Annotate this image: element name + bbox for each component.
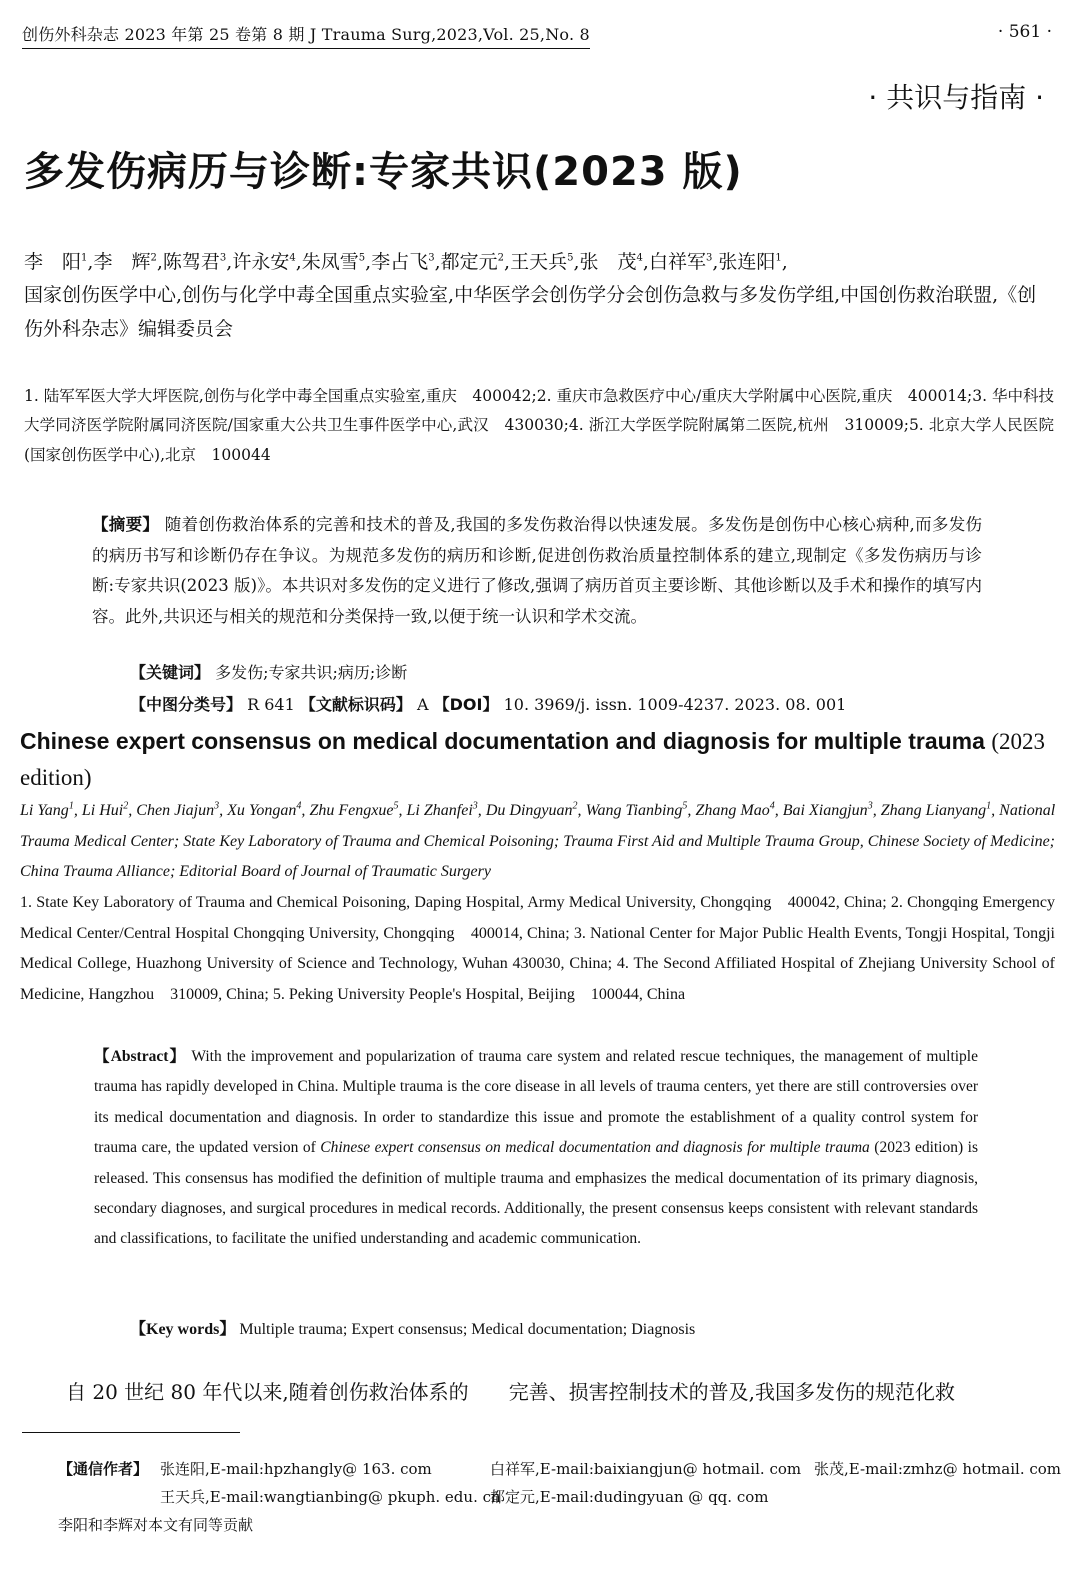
author-name: Zhang Mao [695, 802, 770, 819]
clc-value: R 641 [247, 695, 295, 714]
body-first-line [66, 1376, 955, 1405]
title-english-edition: (2023 edition) [20, 729, 1045, 790]
author-name: Chen Jiajun [136, 802, 215, 819]
author-affiliation-mark: 1 [775, 252, 782, 264]
doc-code-value: A [416, 695, 429, 714]
author-name: Li Zhanfei [406, 802, 473, 819]
affiliations-english: 1. State Key Laboratory of Trauma and Chemical Poisoning, Daping Hospital, Army Medical University, Chongqing 400042, China; 2. Chongqing Emergency Medical Center/Central Hospital Chongqing University, Chongqing 400014, China; 3. National Center for Major Public Health Events, Tongji Hospital, Tongji Medical College, Huazhong University of Science and Technology, Wuhan 430030, China; 4. The Second Affiliated Hospital of Zhejiang University School of Medicine, Hangzhou 310009, China; 5. Peking University People's Hospital, Beijing 100044, China [20, 894, 1055, 1004]
doi-value: 10. 3969/j. issn. 1009-4237. 2023. 08. 001 [503, 695, 847, 714]
author-affiliation-mark: 3 [428, 252, 435, 264]
author-affiliation-mark: 5 [358, 252, 366, 264]
title-english-main: Chinese expert consensus on medical documentation and diagnosis for multiple trauma [20, 728, 985, 754]
corresponding-author-2: 白祥军,E-mail:baixiangjun@ hotmail. com [490, 1460, 802, 1478]
doc-code-label: 【文献标识码】 [299, 695, 412, 714]
author-name: Zhang Lianyang [880, 802, 987, 819]
keywords-label-en: 【Key words】 [130, 1321, 236, 1338]
author-name: 张连阳 [718, 251, 776, 273]
author-name: Xu Yongan [227, 802, 297, 819]
author-list-cn: 李 阳$^1$,李 辉$^2$,陈驾君$^3$,许永安$^4$,朱凤雪$^5$,李占飞$^3$,都定元$^2$,王天兵$^5$,张 茂$^4$,白祥军$^3$,张连阳$^1$, [24, 251, 788, 273]
author-name: 许永安 [232, 251, 290, 273]
author-name: Zhu Fengxue [309, 802, 394, 819]
author-groups-en: National Trauma Medical Center; State Key Laboratory of Trauma and Chemical Poisoning; Trauma First Aid and Multiple Trauma Group, Chinese Society of Medicine; China Trauma Alliance; Editorial Board of Journal of Traumatic Surgery [20, 802, 1056, 881]
body-left-column-start: 自 20 世纪 80 年代以来,随着创伤救治体系的 [66, 1380, 469, 1404]
author-affiliation-mark: 4 [289, 252, 296, 264]
abstract-text-cn: 随着创伤救治体系的完善和技术的普及,我国的多发伤救治得以快速发展。多发伤是创伤中心核心病种,而多发伤的病历书写和诊断仍存在争议。为规范多发伤的病历和诊断,促进创伤救治质量控制体系的建立,现制定《多发伤病历与诊断:专家共识(2023 版)》。本共识对多发伤的定义进行了修改,强调了病历首页主要诊断、其他诊断以及手术和操作的填写内容。此外,共识还与相关的规范和分类保持一致,以便于统一认识和学术交流。 [92, 515, 983, 626]
corresponding-author-4: 王天兵,E-mail:wangtianbing@ pkuph. edu. cn [160, 1488, 501, 1506]
author-affiliation-mark: 1 [986, 800, 992, 812]
abstract-text-en-a: With the improvement and popularization of trauma care system and related rescue techniques, the management of multiple trauma has rapidly developed in China. Multiple trauma is the core disease in all levels of trauma centers, yet there are still controversies over its medical documentation and diagnosis. In order to standardize this issue and promote the establishment of a quality control system for trauma care, the updated version of [94, 1048, 978, 1157]
body-right-column-start: 完善、损害控制技术的普及,我国多发伤的规范化救 [508, 1380, 956, 1404]
keywords-english [130, 1316, 695, 1339]
abstract-label-en: 【Abstract】 [94, 1048, 187, 1065]
footnote-rule [22, 1432, 240, 1433]
abstract-text-en-b: (2023 edition) is released. This consensus has modified the definition of multiple trauma and emphasizes the medical documentation of its primary diagnosis, secondary diagnoses, and surgical procedures in medical records. Additionally, the present consensus keeps consistent with relevant standards and classifications, to facilitate the unified understanding and academic communication. [94, 1139, 978, 1248]
running-header: 创伤外科杂志 2023 年第 25 卷第 8 期 J Trauma Surg,2023,Vol. 25,No. 8 [22, 22, 590, 49]
abstract-label-cn: 【摘要】 [92, 515, 160, 534]
author-affiliation-mark: 3 [705, 252, 713, 264]
author-affiliation-mark: 4 [769, 800, 775, 812]
author-affiliation-mark: 3 [214, 800, 220, 812]
author-name: 陈驾君 [162, 251, 220, 273]
corresponding-author-5: 都定元,E-mail:dudingyuan @ qq. com [490, 1488, 769, 1506]
corresponding-label: 【通信作者】 [58, 1460, 149, 1478]
author-groups-cn: 国家创伤医学中心,创伤与化学中毒全国重点实验室,中华医学会创伤学分会创伤急救与多发伤学组,中国创伤救治联盟,《创伤外科杂志》编辑委员会 [24, 284, 1037, 340]
author-name: 王天兵 [510, 251, 568, 273]
author-name: Wang Tianbing [585, 802, 683, 819]
author-name: 李占飞 [371, 251, 429, 273]
author-name: Du Dingyuan [485, 802, 573, 819]
equal-contribution-note: 李阳和李辉对本文有同等贡献 [58, 1516, 254, 1534]
title-chinese: 多发伤病历与诊断:专家共识(2023 版) [24, 149, 743, 195]
author-affiliation-mark: 5 [682, 800, 688, 812]
keywords-text-cn: 多发伤;专家共识;病历;诊断 [215, 663, 408, 682]
author-name: Li Yang [20, 802, 69, 819]
author-affiliation-mark: 2 [123, 800, 129, 812]
author-name: 李 阳 [24, 251, 82, 273]
author-name: 朱凤雪 [301, 251, 359, 273]
corresponding-author-1: 张连阳,E-mail:hpzhangly@ 163. com [160, 1460, 432, 1478]
author-name: 李 辉 [93, 251, 151, 273]
author-affiliation-mark: 3 [867, 800, 873, 812]
title-english [20, 724, 1060, 795]
abstract-chinese [92, 510, 982, 632]
author-affiliation-mark: 1 [68, 800, 74, 812]
author-name: 都定元 [440, 251, 498, 273]
author-affiliation-mark: 3 [219, 252, 227, 264]
affiliations-chinese: 1. 陆军军医大学大坪医院,创伤与化学中毒全国重点实验室,重庆 400042;2. 重庆市急救医疗中心/重庆大学附属中心医院,重庆 400014;3. 华中科技大学同济医学院附属同济医院/国家重大公共卫生事件医学中心,武汉 430030;4. 浙江大学医学院附属第二医院,杭州 310009;5. 北京大学人民医院(国家创伤医学中心),北京 100044 [24, 387, 1054, 464]
author-affiliation-mark: 3 [472, 800, 478, 812]
author-affiliation-mark: 1 [81, 252, 88, 264]
keywords-text-en: Multiple trauma; Expert consensus; Medical documentation; Diagnosis [239, 1321, 696, 1338]
keywords-label-cn: 【关键词】 [130, 663, 211, 682]
classification-line [130, 692, 846, 715]
abstract-english [94, 1042, 978, 1255]
authors-chinese [24, 246, 1054, 346]
doi-label: 【DOI】 [433, 695, 499, 714]
authors-english [20, 796, 1055, 888]
author-affiliation-mark: 4 [636, 252, 643, 264]
author-name: 白祥军 [648, 251, 706, 273]
clc-label: 【中图分类号】 [130, 695, 243, 714]
author-name: 张 茂 [579, 251, 637, 273]
column-label: · 共识与指南 · [868, 81, 1044, 114]
page-number: · 561 · [997, 22, 1052, 42]
author-affiliation-mark: 2 [150, 252, 157, 264]
author-affiliation-mark: 4 [296, 800, 302, 812]
author-affiliation-mark: 2 [497, 252, 505, 264]
corresponding-author-3: 张茂,E-mail:zmhz@ hotmail. com [814, 1460, 1062, 1478]
author-affiliation-mark: 5 [567, 252, 574, 264]
author-affiliation-mark: 2 [572, 800, 578, 812]
keywords-chinese [130, 660, 407, 683]
abstract-text-en-italic: Chinese expert consensus on medical documentation and diagnosis for multiple trauma [320, 1139, 870, 1157]
author-affiliation-mark: 5 [393, 800, 399, 812]
author-name: Bai Xiangjun [782, 802, 868, 819]
author-list-en: Li Yang$^1$, Li Hui$^2$, Chen Jiajun$^3$, Xu Yongan$^4$, Zhu Fengxue$^5$, Li Zhanfei$^3$, Du Dingyuan$^2$, Wang Tianbing$^5$, Zhang Mao$^4$, Bai Xiangjun$^3$, Zhang Lianyang$^1$, [20, 800, 1000, 819]
author-name: Li Hui [81, 802, 124, 819]
